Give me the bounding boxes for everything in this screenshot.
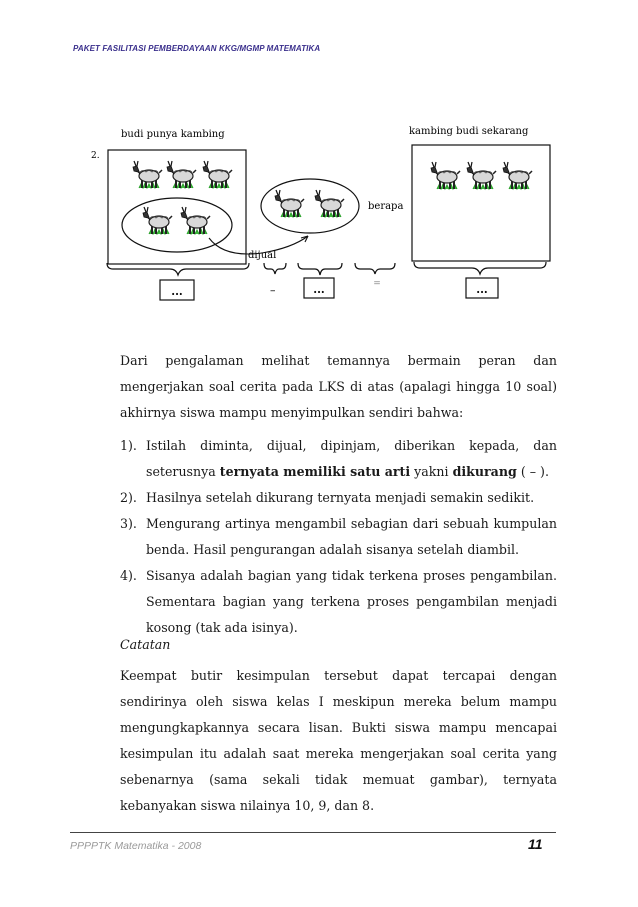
list-item xyxy=(120,511,557,563)
item-3-text: Mengurang artinya mengambil sebagian dari sebuah kumpulan benda. Hasil pengurangan adalah sisanya setelah diambil. xyxy=(146,516,557,557)
label-budi-punya-kambing: budi punya kambing xyxy=(121,129,225,140)
brace-equals xyxy=(355,263,395,274)
goat-icon xyxy=(275,190,304,217)
blank-sold: ... xyxy=(313,283,325,296)
intro-paragraph xyxy=(120,348,557,426)
item-2-text: Hasilnya setelah dikurang ternyata menjadi semakin sedikit. xyxy=(146,490,535,505)
goat-icon xyxy=(315,190,344,217)
list-item xyxy=(120,563,557,641)
brace-result xyxy=(414,262,546,274)
label-berapa: berapa xyxy=(368,201,404,212)
goat-subtraction-diagram xyxy=(0,0,638,320)
list-item: 1). Istilah diminta, dijual, dipinjam, diberikan kepada, dan seterusnya ternyata memiliki satu arti yakni dikurang ( – ). xyxy=(120,433,557,485)
conclusion-list xyxy=(120,433,557,641)
item-1-bold: ternyata memiliki satu arti xyxy=(219,464,411,479)
goat-icon xyxy=(431,162,460,189)
item-1-bold-dikurang: dikurang xyxy=(452,464,517,479)
list-number: 2). xyxy=(120,490,137,505)
goat-icon xyxy=(503,162,532,189)
brace-total xyxy=(107,263,249,275)
page-number: 11 xyxy=(528,836,543,852)
initial-goats-box xyxy=(108,150,246,264)
taken-goats-oval xyxy=(261,179,359,233)
intro-text: Dari pengalaman melihat temannya bermain peran dan mengerjakan soal cerita pada LKS di atas (apalagi hingga 10 soal) akhirnya siswa mampu menyimpulkan sendiri bahwa: xyxy=(120,353,557,420)
goat-icon xyxy=(203,161,232,188)
label-kambing-budi-sekarang: kambing budi sekarang xyxy=(409,126,529,137)
goat-icon xyxy=(167,161,196,188)
equals-sign: = xyxy=(373,279,381,289)
blank-total: ... xyxy=(171,285,183,298)
footer-divider xyxy=(70,832,556,833)
label-dijual: dijual xyxy=(248,250,277,261)
goat-icon xyxy=(181,207,210,234)
blank-result: ... xyxy=(476,283,488,296)
brace-minus xyxy=(264,263,286,274)
list-item xyxy=(120,485,557,511)
catatan-paragraph xyxy=(120,663,557,819)
running-header: PAKET FASILITASI PEMBERDAYAAN KKG/MGMP MATEMATIKA xyxy=(73,44,321,53)
goat-icon xyxy=(143,207,172,234)
catatan-text: Keempat butir kesimpulan tersebut dapat tercapai dengan sendirinya oleh siswa kelas I meskipun mereka belum mampu mengungkapkannya secara lisan. Bukti siswa mampu mencapai kesimpulan itu adalah saat mereka mengerjakan soal cerita yang sebenarnya (sama sekali tidak memuat gambar), ternyata kebanyakan siswa nilainya 10, 9, dan 8. xyxy=(120,668,557,813)
goat-icon xyxy=(133,161,162,188)
list-number: 3). xyxy=(120,516,137,531)
minus-sign: – xyxy=(270,284,276,297)
item-4-text: Sisanya adalah bagian yang tidak terkena proses pengambilan. Sementara bagian yang terkena proses pengambilan menjadi kosong (tak ada isinya). xyxy=(146,568,557,635)
list-number: 1). xyxy=(120,438,137,453)
sold-group-oval xyxy=(122,198,232,252)
footer-source: PPPPTK Matematika - 2008 xyxy=(70,840,202,852)
problem-number: 2. xyxy=(91,151,100,161)
goat-icon xyxy=(467,162,496,189)
item-1-text: Istilah diminta, dijual, dipinjam, diberikan kepada, dan seterusnya xyxy=(146,438,557,479)
brace-sold xyxy=(298,263,342,275)
catatan-heading: Catatan xyxy=(120,637,171,652)
list-number: 4). xyxy=(120,568,137,583)
